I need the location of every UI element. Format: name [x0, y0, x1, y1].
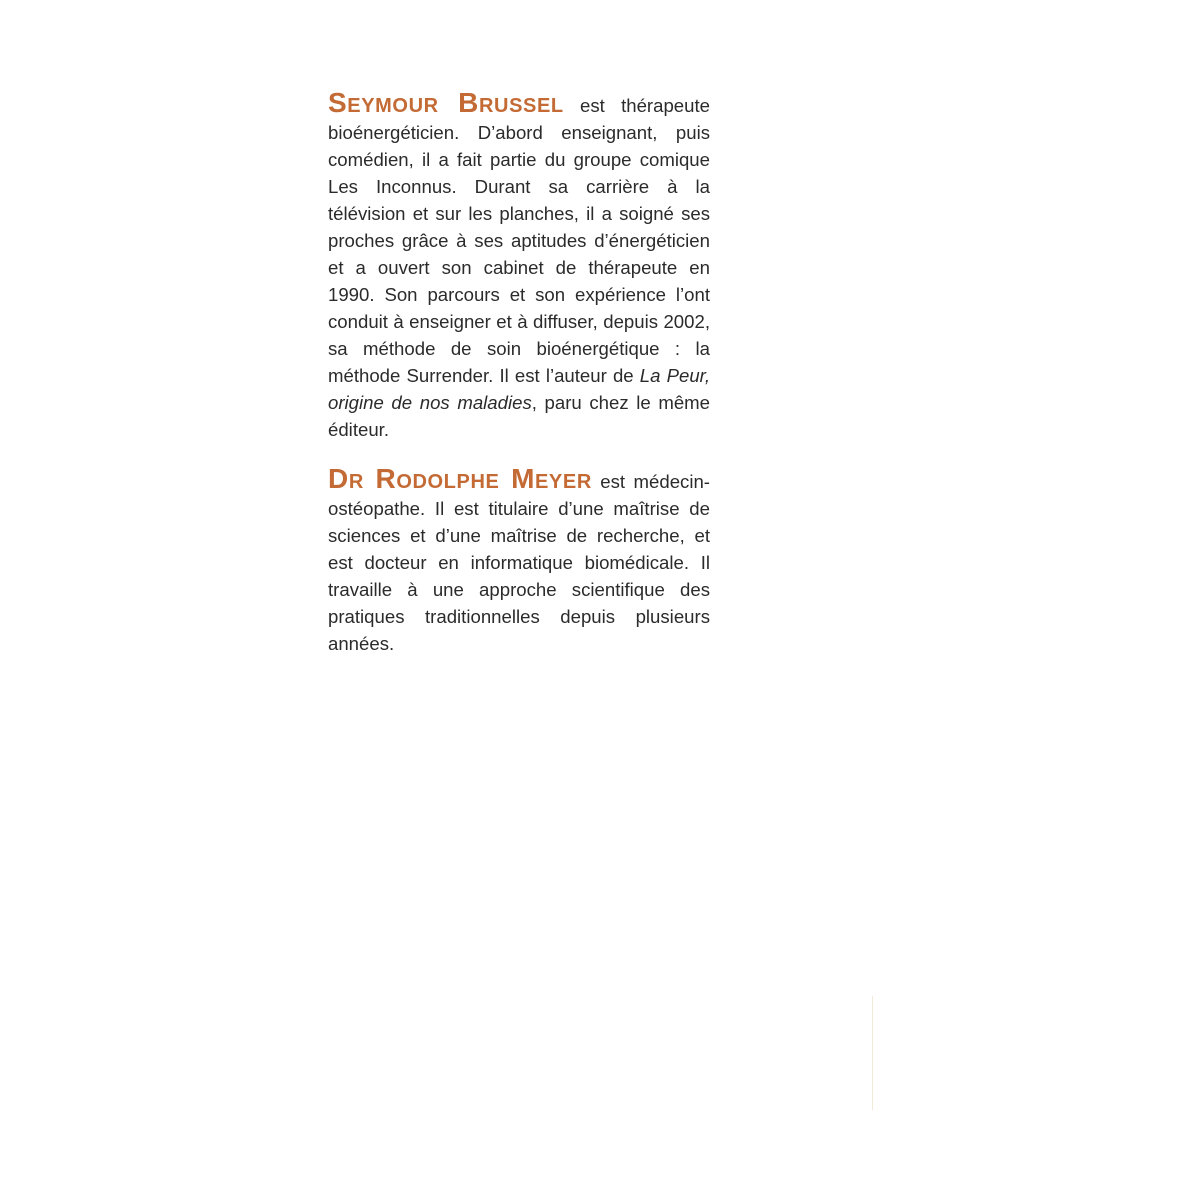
book-title: La Peur, origine de nos maladies: [328, 365, 710, 413]
bio-text-brussel-part2: , paru chez le même éditeur.: [328, 392, 711, 440]
bio-text-meyer: est médecin-ostéopathe. Il est titulaire d’une maîtrise de sciences et d’une maîtrise de recherche, et est docteur en informatique biomédicale. Il travaille à une approche scientifique des pratiques traditionnelles depuis plusieurs années.: [328, 471, 710, 654]
page-fold-line: [872, 996, 873, 1110]
bio-text-brussel-part1: est thérapeute bioénergéticien. D’abord enseignant, puis comédien, il a fait partie du groupe comique Les Inconnus. Durant sa carrière à la télévision et sur les planches, il a soigné ses proches grâce à ses aptitudes d’énergéticien et a ouvert son cabinet de thérapeute en 1990. Son parcours et son expérience l’ont conduit à enseigner et à diffuser, depuis 2002, sa méthode de soin bioénergétique : la méthode Surrender. Il est l’auteur de: [328, 95, 710, 386]
author-name-seymour-brussel: Seymour Brussel: [328, 87, 564, 118]
author-name-rodolphe-meyer: Dr Rodolphe Meyer: [328, 463, 592, 494]
author-bio-rodolphe-meyer: [328, 465, 710, 657]
author-bio-seymour-brussel: [328, 89, 710, 443]
